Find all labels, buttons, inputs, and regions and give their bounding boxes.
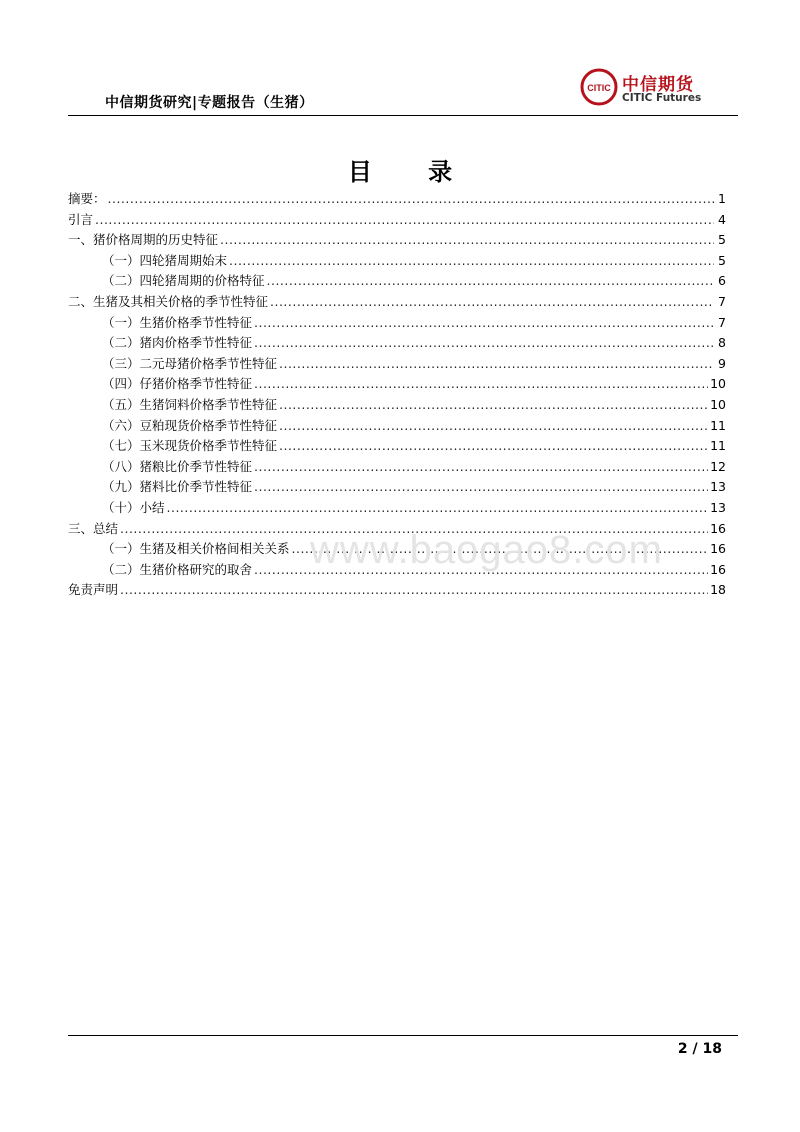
- toc-leader-dots: [120, 582, 708, 597]
- toc-entry-page: 7: [718, 314, 726, 330]
- citic-logo-icon: [580, 68, 618, 106]
- toc-entry-label: （一）生猪及相关价格间相关关系: [102, 541, 290, 557]
- toc-entry-label: （二）生猪价格研究的取舍: [102, 561, 253, 577]
- toc-leader-dots: [254, 479, 708, 494]
- toc-entry-page: 13: [710, 479, 726, 495]
- toc-entry-label: （五）生猪饲料价格季节性特征: [102, 396, 278, 412]
- toc-entry-page: 18: [710, 582, 726, 598]
- toc-entry-page: 4: [718, 211, 726, 227]
- citic-futures-logo: [580, 68, 720, 108]
- toc-entry[interactable]: [68, 498, 726, 519]
- toc-entry-page: 11: [710, 417, 726, 433]
- toc-entry-page: 11: [710, 438, 726, 454]
- toc-entry-page: 16: [710, 541, 726, 557]
- toc-entry[interactable]: [68, 251, 726, 272]
- toc-entry-page: 7: [718, 293, 726, 309]
- toc-leader-dots: [270, 294, 714, 309]
- toc-entry-label: 引言: [68, 211, 94, 227]
- toc-entry[interactable]: [68, 374, 726, 395]
- toc-entry-label: （六）豆粕现货价格季节性特征: [102, 417, 278, 433]
- toc-entry-page: 9: [718, 355, 726, 371]
- toc-entry-page: 6: [718, 273, 726, 289]
- toc-leader-dots: [267, 273, 714, 288]
- footer-divider: [68, 1035, 738, 1036]
- toc-entry-page: 16: [710, 520, 726, 536]
- toc-entry-page: 5: [718, 232, 726, 248]
- toc-leader-dots: [254, 315, 714, 330]
- toc-leader-dots: [279, 418, 708, 433]
- toc-entry[interactable]: [68, 230, 726, 251]
- toc-leader-dots: [167, 500, 709, 515]
- toc-entry-page: 8: [718, 335, 726, 351]
- toc-entry-label: 二、生猪及其相关价格的季节性特征: [68, 293, 269, 309]
- toc-entry-page: 5: [718, 252, 726, 268]
- header-divider: [68, 115, 738, 116]
- toc-entry-page: 12: [710, 458, 726, 474]
- toc-leader-dots: [279, 356, 714, 371]
- logo-text-en: CITIC Futures: [622, 92, 702, 104]
- toc-entry[interactable]: [68, 395, 726, 416]
- toc-entry[interactable]: [68, 580, 726, 601]
- report-header-title: 中信期货研究|专题报告（生猪）: [105, 95, 314, 111]
- toc-entry-label: （七）玉米现货价格季节性特征: [102, 438, 278, 454]
- toc-title: 目 录: [347, 158, 477, 186]
- toc-entry-label: （九）猪料比价季节性特征: [102, 479, 253, 495]
- toc-entry[interactable]: [68, 416, 726, 437]
- toc-entry-page: 10: [710, 376, 726, 392]
- toc-leader-dots: [108, 191, 714, 206]
- toc-entry-label: （一）生猪价格季节性特征: [102, 314, 253, 330]
- logo-text-cn: 中信期货: [622, 75, 694, 95]
- toc-entry[interactable]: [68, 477, 726, 498]
- toc-entry-page: 16: [710, 561, 726, 577]
- toc-entry-page: 10: [710, 396, 726, 412]
- toc-entry[interactable]: [68, 313, 726, 334]
- toc-entry-label: 摘要：: [68, 191, 106, 206]
- toc-entry[interactable]: [68, 457, 726, 478]
- toc-entry-label: （四）仔猪价格季节性特征: [102, 376, 253, 392]
- page-number: 2 / 18: [677, 1041, 722, 1057]
- toc-leader-dots: [279, 397, 708, 412]
- toc-leader-dots: [95, 212, 714, 227]
- watermark: www.baogao8.com: [310, 528, 663, 572]
- toc-leader-dots: [254, 335, 714, 350]
- toc-entry[interactable]: [68, 189, 726, 210]
- toc-entry-page: 13: [710, 499, 726, 515]
- toc-entry[interactable]: [68, 271, 726, 292]
- toc-entry-label: （二）猪肉价格季节性特征: [102, 335, 253, 351]
- toc-entry-label: 一、猪价格周期的历史特征: [68, 232, 219, 248]
- toc-entry-label: （一）四轮猪周期始末: [102, 252, 228, 268]
- toc-leader-dots: [220, 232, 714, 247]
- toc-leader-dots: [254, 376, 708, 391]
- toc-leader-dots: [254, 459, 708, 474]
- toc-entry-label: （二）四轮猪周期的价格特征: [102, 273, 265, 289]
- toc-leader-dots: [279, 438, 708, 453]
- logo-mark-text: CITIC: [587, 83, 611, 93]
- toc-entry-label: （八）猪粮比价季节性特征: [102, 458, 253, 474]
- toc-entry-label: 免责声明: [68, 582, 119, 598]
- toc-entry[interactable]: [68, 436, 726, 457]
- toc-entry[interactable]: [68, 210, 726, 231]
- toc-entry-label: 三、总结: [68, 520, 119, 536]
- toc-leader-dots: [229, 253, 714, 268]
- toc-entry-page: 1: [718, 191, 726, 206]
- toc-entry[interactable]: [68, 292, 726, 313]
- toc-entry-label: （三）二元母猪价格季节性特征: [102, 355, 278, 371]
- toc-entry[interactable]: [68, 333, 726, 354]
- toc-entry[interactable]: [68, 354, 726, 375]
- toc-entry-label: （十）小结: [102, 499, 165, 515]
